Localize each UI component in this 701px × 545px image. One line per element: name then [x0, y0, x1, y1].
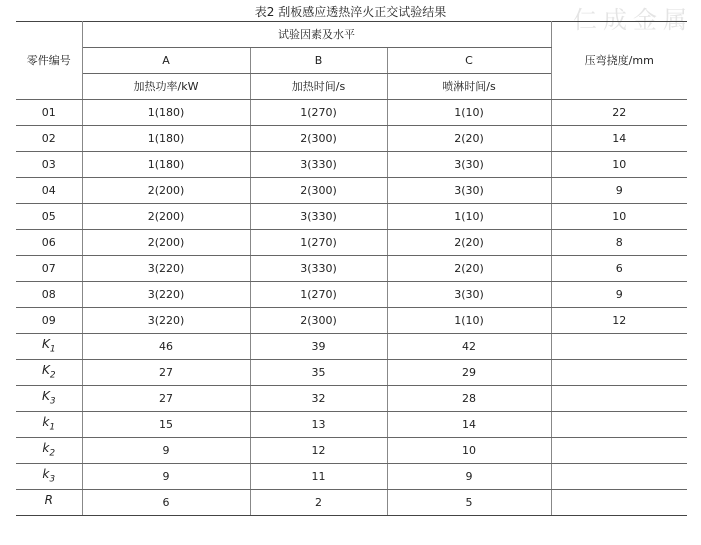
stat-symbol-letter: K — [41, 388, 50, 403]
param-header-heating-time: 加热时间/s — [250, 74, 387, 100]
table-cell: 22 — [551, 100, 687, 126]
stat-row — [16, 438, 687, 464]
stat-value: 39 — [250, 334, 387, 360]
stat-value: 29 — [387, 360, 551, 386]
stat-value: 9 — [387, 464, 551, 490]
table-row — [16, 230, 687, 256]
part-no-header: 零件编号 — [16, 22, 82, 100]
stat-row — [16, 412, 687, 438]
table-cell: 2(300) — [250, 308, 387, 334]
stat-symbol — [16, 490, 82, 516]
table-cell: 2(300) — [250, 126, 387, 152]
stat-symbol-letter: R — [44, 492, 53, 507]
table-row — [16, 178, 687, 204]
stat-row — [16, 334, 687, 360]
table-row — [16, 204, 687, 230]
stat-symbol-subscript: 1 — [49, 422, 56, 433]
stat-symbol-letter: K — [41, 362, 50, 377]
table-cell: 10 — [551, 152, 687, 178]
param-header-spray-time: 喷淋时间/s — [387, 74, 551, 100]
table-cell: 2(200) — [82, 230, 250, 256]
table-cell: 2(200) — [82, 204, 250, 230]
level-header-a: A — [82, 48, 250, 74]
stat-symbol-letter: k — [42, 414, 50, 429]
stat-symbol — [16, 438, 82, 464]
table-cell: 07 — [16, 256, 82, 282]
stat-symbol — [16, 386, 82, 412]
stat-row — [16, 490, 687, 516]
table-cell: 3(330) — [250, 256, 387, 282]
stat-symbol — [16, 412, 82, 438]
stat-value: 28 — [387, 386, 551, 412]
table-cell: 1(10) — [387, 100, 551, 126]
empty-cell — [551, 438, 687, 464]
stat-value: 27 — [82, 386, 250, 412]
table-cell: 3(220) — [82, 308, 250, 334]
table-row — [16, 282, 687, 308]
stat-symbol — [16, 360, 82, 386]
stat-symbol-subscript: 1 — [49, 344, 56, 355]
table-cell: 08 — [16, 282, 82, 308]
stat-value: 35 — [250, 360, 387, 386]
stat-value: 46 — [82, 334, 250, 360]
table-cell: 6 — [551, 256, 687, 282]
table-row — [16, 100, 687, 126]
table-cell: 8 — [551, 230, 687, 256]
table-cell: 03 — [16, 152, 82, 178]
table-cell: 12 — [551, 308, 687, 334]
empty-cell — [551, 490, 687, 516]
stat-symbol-subscript: 2 — [49, 370, 56, 381]
stat-value: 32 — [250, 386, 387, 412]
stat-value: 14 — [387, 412, 551, 438]
table-cell: 3(220) — [82, 282, 250, 308]
table-cell: 1(10) — [387, 204, 551, 230]
stat-row — [16, 386, 687, 412]
table-cell: 9 — [551, 282, 687, 308]
table-cell: 3(30) — [387, 282, 551, 308]
param-header-power: 加热功率/kW — [82, 74, 250, 100]
watermark: 仁成金属 — [573, 6, 693, 34]
result-header: 压弯挠度/mm — [551, 22, 687, 100]
stat-value: 13 — [250, 412, 387, 438]
table-cell: 3(330) — [250, 152, 387, 178]
level-header-b: B — [250, 48, 387, 74]
stat-symbol-letter: K — [41, 336, 50, 351]
table-caption: 表2 刮板感应透热淬火正交试验结果 — [254, 5, 447, 19]
empty-cell — [551, 334, 687, 360]
stat-value: 12 — [250, 438, 387, 464]
table-cell: 3(30) — [387, 178, 551, 204]
stat-value: 9 — [82, 464, 250, 490]
table-cell: 1(270) — [250, 100, 387, 126]
table-cell: 2(300) — [250, 178, 387, 204]
table-cell: 1(180) — [82, 100, 250, 126]
table-cell: 05 — [16, 204, 82, 230]
stat-symbol — [16, 334, 82, 360]
table-cell: 9 — [551, 178, 687, 204]
table-cell: 3(330) — [250, 204, 387, 230]
stat-value: 11 — [250, 464, 387, 490]
table-cell: 2(20) — [387, 230, 551, 256]
table-cell: 04 — [16, 178, 82, 204]
stat-row — [16, 464, 687, 490]
stat-value: 9 — [82, 438, 250, 464]
table-cell: 06 — [16, 230, 82, 256]
stat-row — [16, 360, 687, 386]
table-cell: 3(220) — [82, 256, 250, 282]
table-cell: 1(270) — [250, 282, 387, 308]
stat-symbol-letter: k — [42, 440, 50, 455]
orthogonal-test-table — [16, 21, 687, 516]
table-cell: 2(20) — [387, 126, 551, 152]
table-cell: 14 — [551, 126, 687, 152]
stat-value: 15 — [82, 412, 250, 438]
table-cell: 2(200) — [82, 178, 250, 204]
table-row — [16, 152, 687, 178]
table-cell: 10 — [551, 204, 687, 230]
stat-symbol-subscript: 2 — [49, 448, 56, 459]
stat-value: 2 — [250, 490, 387, 516]
stat-value: 42 — [387, 334, 551, 360]
level-header-c: C — [387, 48, 551, 74]
table-row — [16, 256, 687, 282]
stat-symbol — [16, 464, 82, 490]
table-cell: 1(180) — [82, 152, 250, 178]
stat-value: 10 — [387, 438, 551, 464]
table-cell: 09 — [16, 308, 82, 334]
empty-cell — [551, 386, 687, 412]
table-cell: 1(270) — [250, 230, 387, 256]
table-cell: 01 — [16, 100, 82, 126]
table-cell: 02 — [16, 126, 82, 152]
empty-cell — [551, 360, 687, 386]
factors-header: 试验因素及水平 — [82, 22, 551, 48]
stat-symbol-subscript: 3 — [49, 396, 56, 407]
stat-value: 5 — [387, 490, 551, 516]
table-row — [16, 308, 687, 334]
stat-symbol-letter: k — [42, 466, 50, 481]
table-cell: 1(10) — [387, 308, 551, 334]
empty-cell — [551, 464, 687, 490]
table-cell: 1(180) — [82, 126, 250, 152]
stat-value: 6 — [82, 490, 250, 516]
stat-symbol-subscript: 3 — [49, 474, 56, 485]
empty-cell — [551, 412, 687, 438]
stat-value: 27 — [82, 360, 250, 386]
table-cell: 2(20) — [387, 256, 551, 282]
table-row — [16, 126, 687, 152]
table-cell: 3(30) — [387, 152, 551, 178]
